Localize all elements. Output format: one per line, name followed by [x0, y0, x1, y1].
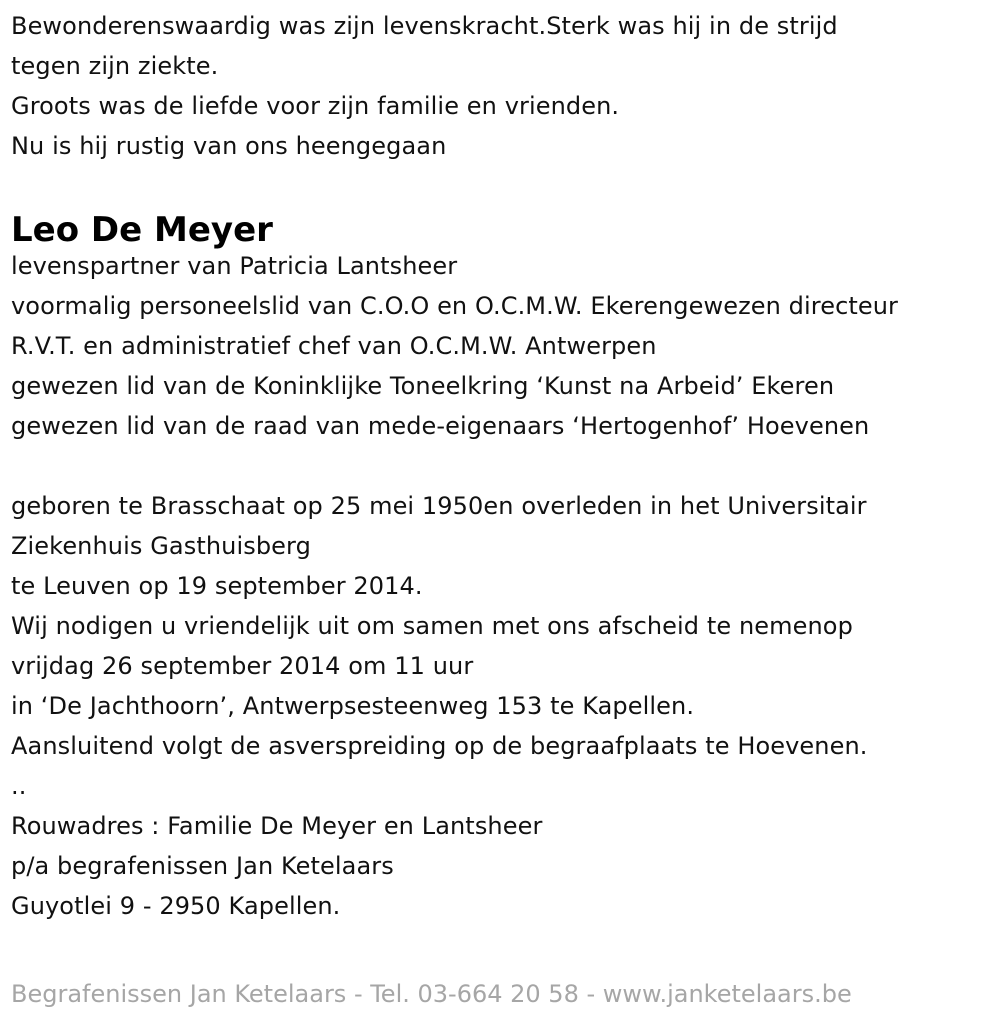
intro-line: tegen zijn ziekte. [11, 52, 219, 80]
address-line: Rouwadres : Familie De Meyer en Lantsheer [11, 812, 543, 840]
spacer [11, 166, 996, 206]
address-line: Guyotlei 9 - 2950 Kapellen. [11, 892, 341, 920]
detail-line: Aansluitend volgt de asverspreiding op de begraafplaats te Hoevenen. [11, 732, 868, 760]
detail-line: te Leuven op 19 september 2014. [11, 572, 423, 600]
detail-line: vrijdag 26 september 2014 om 11 uur [11, 652, 474, 680]
role-line: gewezen lid van de raad van mede-eigenaars ‘Hertogenhof’ Hoevenen [11, 412, 870, 440]
role-line: gewezen lid van de Koninklijke Toneelkring ‘Kunst na Arbeid’ Ekeren [11, 372, 835, 400]
detail-line: in ‘De Jachthoorn’, Antwerpsesteenweg 153 te Kapellen. [11, 692, 695, 720]
detail-line: Ziekenhuis Gasthuisberg [11, 532, 311, 560]
details-section [11, 486, 996, 806]
address-line: p/a begrafenissen Jan Ketelaars [11, 852, 394, 880]
address-section [11, 806, 996, 926]
intro-line: Bewonderenswaardig was zijn levenskracht.Sterk was hij in de strijd [11, 12, 838, 40]
role-line: voormalig personeelslid van C.O.O en O.C.M.W. Ekerengewezen directeur [11, 292, 899, 320]
detail-line: geboren te Brasschaat op 25 mei 1950en overleden in het Universitair [11, 492, 867, 520]
obituary-document [11, 6, 996, 926]
funeral-home-footer: Begrafenissen Jan Ketelaars - Tel. 03-664 20 58 - www.janketelaars.be [11, 980, 852, 1008]
detail-line: Wij nodigen u vriendelijk uit om samen met ons afscheid te nemenop [11, 612, 853, 640]
role-line: R.V.T. en administratief chef van O.C.M.W. Antwerpen [11, 332, 657, 360]
intro-paragraph [11, 6, 996, 166]
deceased-name: Leo De Meyer [11, 210, 273, 250]
spacer [11, 446, 996, 486]
detail-line: .. [11, 772, 27, 800]
role-line: levenspartner van Patricia Lantsheer [11, 252, 458, 280]
intro-line: Nu is hij rustig van ons heengegaan [11, 132, 447, 160]
deceased-section [11, 208, 996, 446]
intro-line: Groots was de liefde voor zijn familie en vrienden. [11, 92, 620, 120]
